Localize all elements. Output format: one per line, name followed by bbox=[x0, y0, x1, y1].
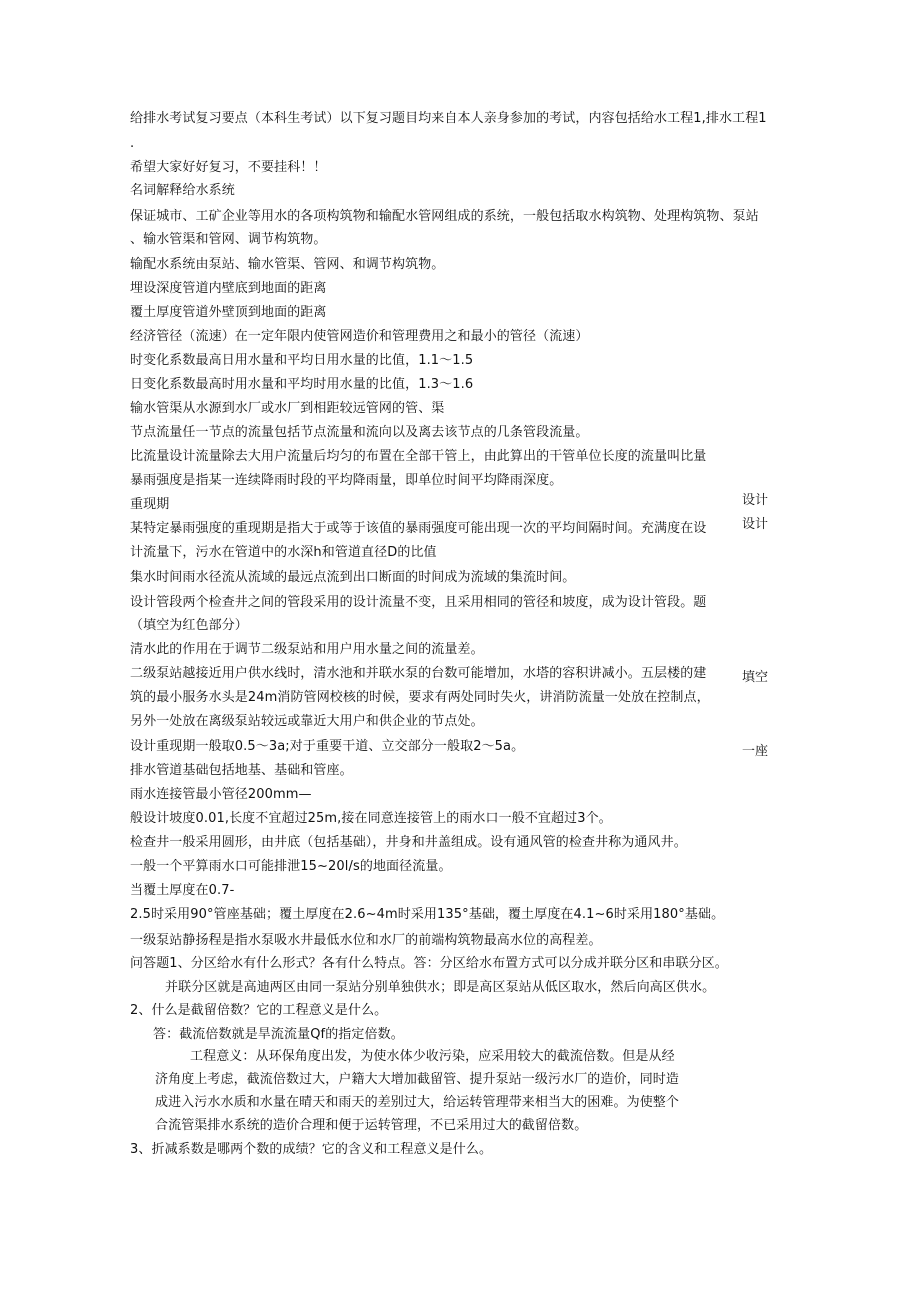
margin-note: 一座 bbox=[742, 744, 769, 759]
doc-line: 比流量设计流量除去大用户流量后均匀的布置在全部干管上，由此算出的干管单位长度的流量叫比量 bbox=[130, 449, 707, 464]
doc-line: 名词解释给水系统 bbox=[130, 183, 235, 198]
doc-line: 输水管渠从水源到水厂或水厂到相距较远管网的管、渠 bbox=[130, 401, 445, 416]
margin-note: 填空 bbox=[742, 670, 769, 685]
doc-line: 雨水连接管最小管径200mm— bbox=[130, 787, 312, 802]
doc-line: 2、什么是截留倍数？它的工程意义是什么。 bbox=[130, 1003, 388, 1018]
doc-line: 埋设深度管道内壁底到地面的距离 bbox=[130, 281, 327, 296]
doc-line: 排水管道基础包括地基、基础和管座。 bbox=[130, 763, 353, 778]
doc-line: 检查井一般采用圆形，由井底（包括基础），井身和井盖组成。设有通风管的检查井称为通风井。 bbox=[130, 835, 687, 850]
doc-line: 保证城市、工矿企业等用水的各项构筑物和输配水管网组成的系统，一般包括取水构筑物、处理构筑物、泵站 bbox=[130, 209, 759, 224]
margin-note: 设计 bbox=[742, 517, 769, 532]
doc-line: 合流管渠排水系统的造价合理和便于运转管理，不已采用过大的截留倍数。 bbox=[155, 1118, 588, 1133]
doc-line: 答：截流倍数就是旱流流量Qf的指定倍数。 bbox=[153, 1027, 404, 1042]
doc-line: 某特定暴雨强度的重现期是指大于或等于该值的暴雨强度可能出现一次的平均间隔时间。充满度在设 bbox=[130, 521, 707, 536]
doc-line: 节点流量任一节点的流量包括节点流量和流向以及离去该节点的几条管段流量。 bbox=[130, 425, 589, 440]
doc-line: 重现期 bbox=[130, 497, 170, 512]
doc-line: . bbox=[130, 136, 135, 151]
doc-line: 筑的最小服务水头是24m消防管网校核的时候，要求有两处同时失火，讲消防流量一处放在控制点， bbox=[130, 690, 710, 705]
doc-line: 般设计坡度0.01,长度不宜超过25m,接在同意连接管上的雨水口一般不宜超过3个。 bbox=[130, 811, 612, 826]
doc-line: 设计管段两个检查井之间的管段采用的设计流量不变，且采用相同的管径和坡度，成为设计管段。题 bbox=[130, 595, 707, 610]
doc-line: 时变化系数最高日用水量和平均日用水量的比值，1.1～1.5 bbox=[130, 353, 474, 368]
doc-line: 济角度上考虑，截流倍数过大，户籍大大增加截留管、提升泵站一级污水厂的造价，同时造 bbox=[155, 1072, 680, 1087]
margin-note: 设计 bbox=[742, 493, 769, 508]
doc-line: 集水时间雨水径流从流域的最远点流到出口断面的时间成为流域的集流时间。 bbox=[130, 570, 576, 585]
doc-line: 给排水考试复习要点（本科生考试）以下复习题目均来自本人亲身参加的考试，内容包括给水工程1,排水工程1 bbox=[130, 111, 767, 126]
doc-line: 二级泵站越接近用户供水线时，清水池和并联水泵的台数可能增加，水塔的容积讲减小。五层楼的建 bbox=[130, 666, 707, 681]
doc-line: 一般一个平算雨水口可能排泄15~20l/s的地面径流量。 bbox=[130, 859, 452, 874]
doc-line: 暴雨强度是指某一连续降雨时段的平均降雨量，即单位时间平均降雨深度。 bbox=[130, 473, 563, 488]
doc-line: 3、折减系数是哪两个数的成绩？它的含义和工程意义是什么。 bbox=[130, 1142, 493, 1157]
doc-line: （填空为红色部分） bbox=[130, 618, 248, 633]
doc-line: 清水此的作用在于调节二级泵站和用户用水量之间的流量差。 bbox=[130, 642, 484, 657]
doc-line: 问答题1、分区给水有什么形式？各有什么特点。答：分区给水布置方式可以分成并联分区和串联分区。 bbox=[130, 956, 728, 971]
doc-line: 工程意义：从环保角度出发，为使水体少收污染，应采用较大的截流倍数。但是从经 bbox=[190, 1049, 675, 1064]
doc-line: 成进入污水水质和水量在晴天和雨天的差别过大，给运转管理带来相当大的困难。为使整个 bbox=[155, 1095, 680, 1110]
doc-line: 计流量下，污水在管道中的水深h和管道直径D的比值 bbox=[130, 545, 437, 560]
doc-line: 2.5时采用90°管座基础；覆土厚度在2.6~4m时采用135°基础，覆土厚度在4.1~6时采用180°基础。 bbox=[130, 907, 725, 922]
doc-line: 、输水管渠和管网、调节构筑物。 bbox=[130, 232, 327, 247]
doc-line: 并联分区就是高迪两区由同一泵站分别单独供水；即是高区泵站从低区取水，然后向高区供水。 bbox=[165, 980, 716, 995]
doc-line: 日变化系数最高时用水量和平均时用水量的比值，1.3～1.6 bbox=[130, 377, 474, 392]
doc-line: 覆土厚度管道外壁顶到地面的距离 bbox=[130, 305, 327, 320]
doc-line: 设计重现期一般取0.5～3a;对于重要干道、立交部分一般取2～5a。 bbox=[130, 739, 525, 754]
doc-line: 输配水系统由泵站、输水管渠、管网、和调节构筑物。 bbox=[130, 257, 445, 272]
doc-line: 当覆土厚度在0.7- bbox=[130, 883, 235, 898]
doc-line: 希望大家好好复习，不要挂科！！ bbox=[130, 160, 327, 175]
doc-line: 一级泵站静扬程是指水泵吸水井最低水位和水厂的前端构筑物最高水位的高程差。 bbox=[130, 933, 602, 948]
doc-line: 经济管径（流速）在一定年限内使管网造价和管理费用之和最小的管径（流速） bbox=[130, 329, 589, 344]
doc-line: 另外一处放在离级泵站较远或靠近大用户和供企业的节点处。 bbox=[130, 714, 484, 729]
